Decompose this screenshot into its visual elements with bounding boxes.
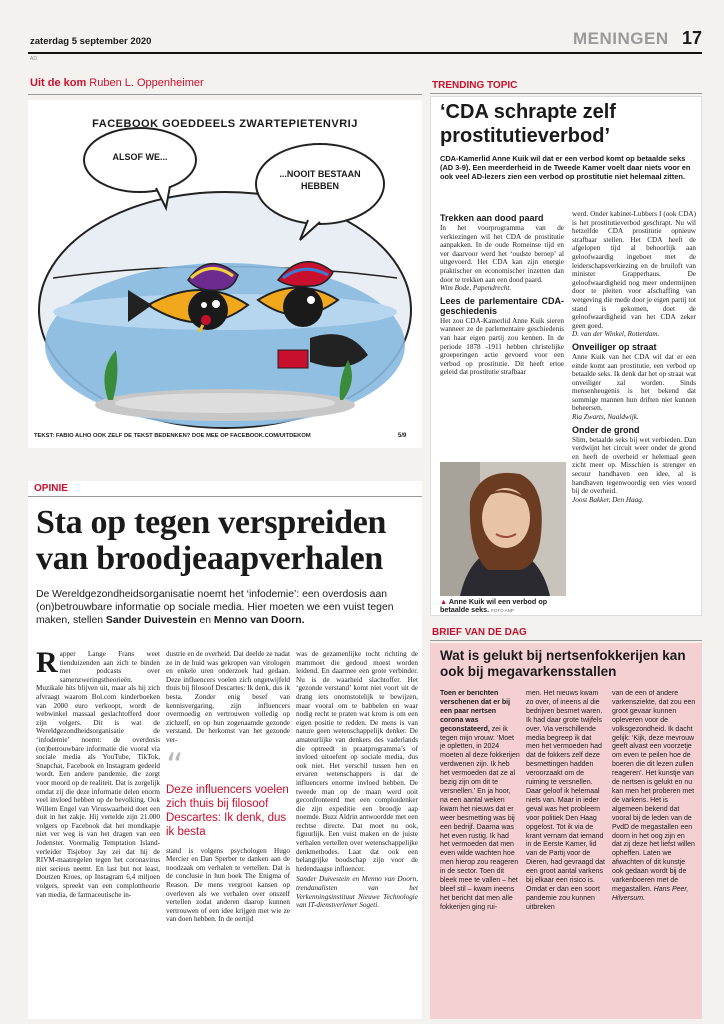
brief-rule — [430, 640, 702, 641]
anne-kuik-photo — [440, 462, 566, 596]
brief-column-2 — [526, 690, 606, 1016]
cartoon-strip-label — [30, 77, 204, 89]
brief-column-3 — [612, 690, 696, 1016]
brief-col1-text: zei ik tegen mijn vrouw: ‘Moet je opletten, in 2024 moeten al deze fokkerijen verdwenen zijn. Ik heb het vermoeden dat ze al bezig zijn om dit te versnellen.’ En ja hoor, na een aantal weken kwam het nieuws dat er weer besmetting was bij een bedrijf. Daarna was het even rustig. Ik had het vermoeden dat men even wilde wachten hoe men hierop zou reageren in de sector. Toen dit bleek mee te vallen – het bleef stil – kwam ineens het bericht dat men alle fokkerijen ging rui- — [440, 725, 520, 911]
letter-subheading: Onveiliger op straat — [572, 341, 657, 352]
cartoon-rule — [28, 94, 422, 95]
caption-triangle-icon: ▲ — [440, 597, 448, 606]
trending-left-column — [440, 210, 564, 458]
cartoon-illustration — [28, 100, 422, 448]
letter-subheading: Onder de grond — [572, 424, 640, 435]
photo-caption — [440, 598, 566, 616]
trending-label: TRENDING TOPIC — [432, 80, 518, 91]
letter-signature: Ria Zwarts, Naaldwijk. — [572, 413, 639, 422]
opinion-col1-text: apper Lange Frans weet tienduizenden aan zich te binden met podcasts over samenzweringstheorieën. Muzikale hits blijven uit, maar als hij zich afvraagt waarom Bol.com kinderboeken van 2000 euro verkoopt, wordt de webwinkel massaal geslachtofferd door zijn volgers. Dit is wat de Wereldgezondheidsorganisatie de ‘infodemie’ noemt: de overdosis (on)betrouwbare informatie die vooral via sociale media als YouTube, TikTok, Snapchat, Facebook en Instagram gedeeld wordt. Een andere pandemie, die zorgt voor moord op de realiteit. Dat is zorgelijk omdat zij die deze informatie delen enorm veel invloed hebben op de bevolking. Ook Willem Engel van Viruswaarheid doet een duit in het zakje. Hij vertelde zijn 21.000 volgers op Facebook dat het mondkapje niet ver weg is van het dragen van een Jodenster. Voormalig Temptation Island-verleider Tisjeboy Jay zei dat hij de RIVM-maatregelen tegen het coronavirus niet serieus neemt. En last but not least, Doutzen Kroes, op Instagram 6,4 miljoen volgers, spreekt van een complottheorie van media, de farmaceutische in- — [36, 650, 160, 899]
opinion-rule — [28, 496, 422, 497]
bubble-left-text: ALSOF WE... — [112, 152, 168, 162]
portrait-illustration — [440, 462, 566, 596]
header-tiny: AD — [30, 56, 37, 62]
letter-paragraph: Het zou CDA-Kamerlid Anne Kuik sieren wanneer ze de parlementaire geschiedenis van haar eigen partij zou kennen. In de periode 1878 -1911 hebben christelijke groeperingen actie gevoerd voor een verbod op prostitutie. Dit heeft ertoe geleid dat prostitutie strafbaar — [440, 316, 564, 377]
letter-subheading: Lees de parlementaire CDA-geschiedenis — [440, 295, 564, 316]
opinion-deck-and: en — [199, 615, 212, 626]
trending-intro: CDA-Kamerlid Anne Kuik wil dat er een verbod komt op betaalde seks (AD 3-9). Een meerderheid in de Tweede Kamer voelt daar niets voor en ook veel AD-lezers zien een verbod op prostitutie niet helemaal zitten. — [440, 154, 691, 181]
trending-right-column — [572, 210, 696, 614]
trending-rule — [430, 93, 702, 94]
header-date: zaterdag 5 september 2020 — [30, 36, 152, 47]
opinion-signature: Sander Duivestein en Menno van Doorn, trendanalisten van het Verkenningsinstituut Nieuwe Technologie van IT-dienstverlener Sogeti. — [296, 875, 418, 910]
opinion-column-2 — [166, 650, 290, 1014]
opinion-column-1 — [36, 650, 160, 1014]
brief-label: BRIEF VAN DE DAG — [432, 627, 527, 638]
opinion-label: OPINIE — [34, 483, 68, 494]
opinion-headline: Sta op tegen verspreiden van broodjeaapverhalen — [36, 504, 387, 577]
letter-signature: D. van der Winkel, Rotterdam. — [572, 330, 660, 339]
opinion-dropcap: R — [36, 650, 58, 679]
cartoon-number: 5/9 — [398, 433, 407, 439]
letter-signature: Joost Bakker, Den Haag. — [572, 495, 644, 504]
cartoon-panel — [28, 100, 422, 448]
letter-paragraph: In het voorprogramma van de verkiezingen wil het CDA de prostitutie aanpakken. In de oude Romeinse tijd en ver daarvoor werd het ‘oudste beroep’ al uitgevoerd. Het CDA kan zijn energie praktischer en economischer inzetten dan door te trekken aan een dood paard. — [440, 224, 564, 284]
letter-subheading: Trekken aan dood paard — [440, 213, 544, 223]
photo-caption-text: Anne Kuik wil een verbod op betaalde seks. — [440, 597, 548, 615]
cartoon-label: Uit de kom — [30, 77, 87, 89]
cartoon-title: FACEBOOK GOEDDEELS ZWARTEPIETENVRIJ — [92, 118, 358, 130]
opinion-column-3 — [296, 650, 418, 1014]
brief-lead: Toen er berichten verschenen dat er bij een paar nertsen corona was geconstateerd, — [440, 690, 511, 733]
opinion-author-1: Sander Duivestein — [105, 615, 197, 626]
brief-headline: Wat is gelukt bij nertsenfokkerijen kan ook bij megavarkensstallen — [440, 648, 686, 679]
opinion-deck — [36, 588, 418, 627]
opinion-author-2: Menno van Doorn. — [213, 615, 305, 626]
letter-signature: Wim Bode, Papendrecht. — [440, 284, 512, 293]
brief-col3-text: van de een of andere varkensziekte, dat zou een groot gevaar kunnen opleveren voor de volksgezondheid. Ik dacht gelijk: ‘Kijk, deze mevrouw geeft alvast een voorzetje om even te peilen hoe de boeren die dit lezen zullen reageren’. Het kunstje van de nertsen is gelukt en nu kan men het proberen met de varkens. Het is algemeen bekend dat vooral bij de leden van de PvdD de megastallen een doorn in het oog zijn en dat zij deze het liefst willen opheffen. Laten we afwachten of dit kunstje ook gedaan wordt bij de varkenboeren met de megastallen. — [612, 690, 696, 893]
opinion-col3-text: was de gezamenlijke tocht richting de mammoet die gedood moest worden leidend. En daarmee een grote verbinder. Nu is de waarheid slachtoffer. Het ‘gezonde verstand’ komt niet voort uit de drang iets onomstotelijk te bewijzen, maar vooral om te babbelen en waar nodig recht te praten wat krom is om een eigen positie te redden. De mens is van nature geen wetenschappelijk denker. De amateurlijke van denkers des vaderlands die optreedt in praatprogramma’s of invloed uitoefent op sociale media, dus ook niet. Het verschil tussen hen en ervaren wetenschappers is dat de influencers enorme invloed hebben. De tweede man op de maan werd ooit geconfronteerd met een complotdenker die zijn expeditie een broodje aap noemde. Buzz Aldrin antwoordde met een rechtse directe. Dat moet nu ook, figuurlijk. Een vuist maken en de juiste verhalen vertellen over wetenschappelijke denkmethodes. Laat dat ook een belangrijke boodschap zijn voor de hedendaagse influencer. — [296, 650, 418, 873]
photo-credit: FOTO ANP — [491, 608, 514, 614]
brief-column-1 — [440, 690, 520, 1016]
opinion-deck-text: De Wereldgezondheidsorganisatie noemt het ‘infodemie’: een overdosis aan (on)betrouwbare informatie op sociale media. Hier moeten we een vuist tegen maken, stellen — [36, 589, 394, 626]
letter-paragraph: Slim, betaalde seks bij wet verbieden. Dan verdwijnt het circuit weer onder de grond en heeft de overheid er helemaal geen zicht meer op. Misschien is strenger en secuur handhaven een idee, al is handhaven tegenwoordig een vies woord bij de overheid. — [572, 435, 696, 496]
letter-paragraph: Anne Kuik van het CDA wil dat er een einde komt aan prostitutie, een verbod op betaalde seks. Ik denk dat het op straat wat onveiliger zal worden. Sinds mensenheugenis is het bekend dat sommige mannen hun driften niet kunnen beheersen. — [572, 352, 696, 413]
pull-quote-mark-icon: “ — [166, 745, 184, 786]
pull-quote: Deze influencers voelen zich thuis bij filosoof Descartes: Ik denk, dus ik besta — [166, 783, 289, 838]
letter-paragraph: werd. Onder kabinet-Lubbers I (ook CDA) is het prostitutieverbod geschrapt. Nu wil hetzelfde CDA prostitutie opnieuw strafbaar stellen. Het CDA heeft de afgelopen tijd al behoorlijk aan geloofwaardig ingeboet met de leiderschapsverkiezing en de bruiloft van minister Grapperhaus. De geloofwaardigheid nog meer ondermijnen door te pleiten voor afschaffing van wetgeving die mede door je eigen partij tot stand is gekomen, doet de geloofwaardigheid van het CDA zeker geen goed. — [572, 210, 696, 330]
cartoon-credit: TEKST: FABIO ALHO OOK ZELF DE TEKST BEDENKEN? DOE MEE OP FACEBOOK.COM/UITDEKOM — [34, 433, 311, 439]
opinion-col2-bottom: stand is volgens psychologen Hugo Mercier en Dan Sperber te danken aan de noodzaak om verhalen te vertellen. Dat is de conclusie in hun boek The Enigma of Reason. De mens vergroot kansen op overleven als we verhalen over onszelf vertellen zodat anderen daarop kunnen vertrouwen of een idee krijgen met wie ze van doen hebben. In de oertijd — [166, 846, 290, 924]
section-title: MENINGEN — [573, 29, 669, 48]
trending-headline: ‘CDA schrapte zelf prostitutieverbod’ — [440, 101, 616, 147]
opinion-col2-top: dustrie en de overheid. Dat deelde ze nadat ze in de huid was gekropen van virologen en enkele uren onderzoek had gedaan. Deze influencers voelen zich ongetwijfeld thuis bij filosoof Descartes: Ik denk, dus ik besta. Zonder enig besef van kennisvergaring, zijn influencers overmoedig en vertrouwen volledig op zichzelf, en op hun zogenaamde gezonde verstand. De herkomst van het gezonde ver- — [166, 650, 290, 744]
bubble-right-text: ...NOOIT BESTAAN HEBBEN — [279, 169, 361, 191]
brief-col2-text: men. Het nieuws kwam zo over, of ineens al die bedrijven besmet waren. Ik had daar grote twijfels over. Via verschillende media begreep ik dat men het vermoeden had dat de fokkers zelf deze besmettingen hadden veroorzaakt om de ruiming te versnellen. Daar geloof ik helemaal niets van. Maar in ieder geval was het probleem voor politiek Den Haag opgelost. Tot ik via de krant vernam dat iemand in de Eerste Kamer, lid van de Partij voor de Dieren, had gevraagd dat een groot aantal varkens bij elkaar een risico is. Omdat er dan een soort pandemie zou kunnen uitbreken — [526, 690, 605, 911]
cartoon-author: Ruben L. Oppenheimer — [89, 77, 204, 89]
header-rule — [28, 52, 702, 54]
page-number: 17 — [682, 28, 703, 48]
brief-signature: Hans Peer, Hilversum. — [612, 885, 689, 902]
